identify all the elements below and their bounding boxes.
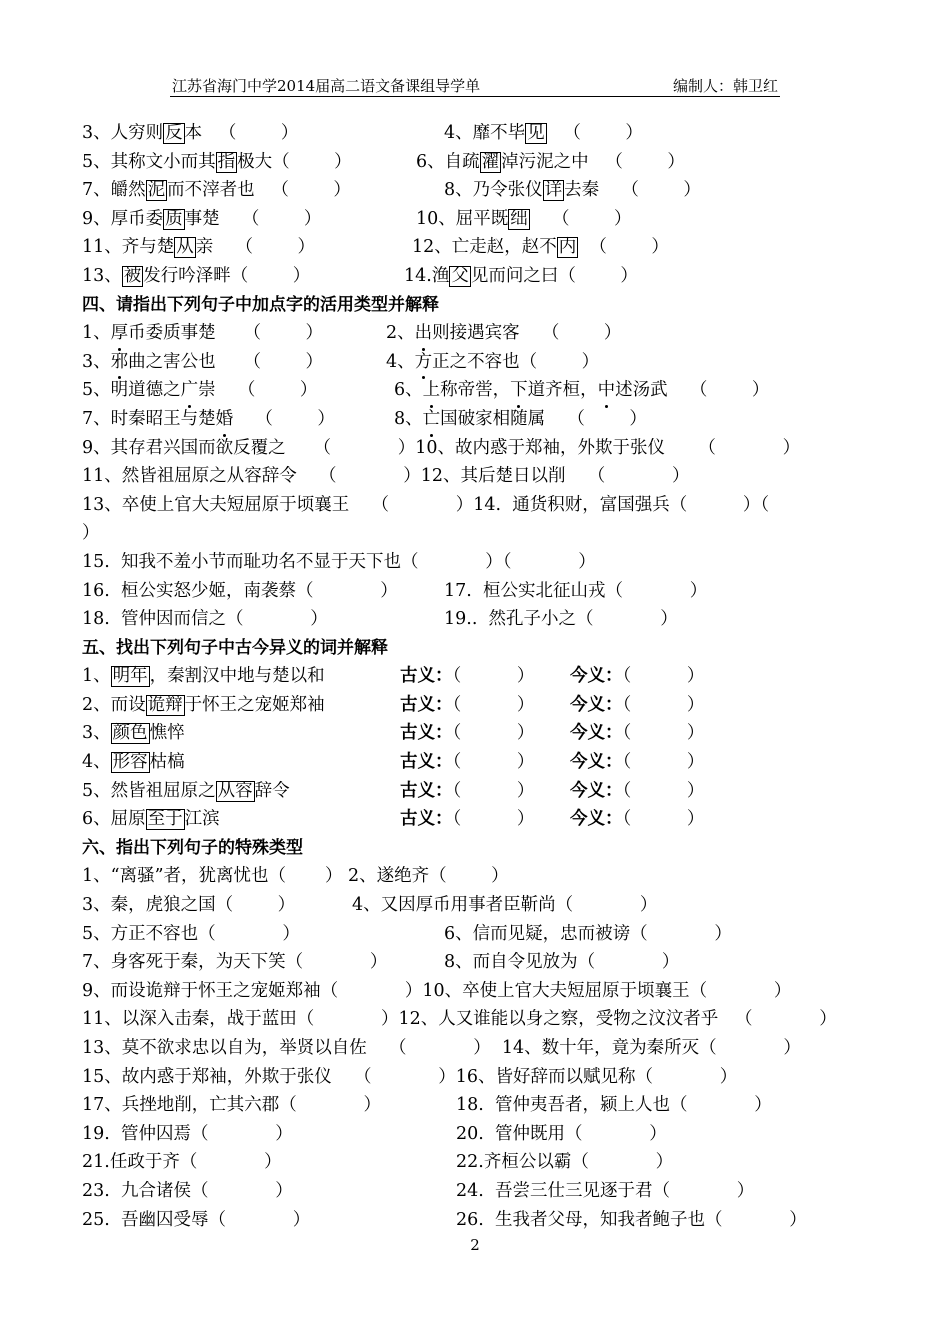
boxed-word: 详 [544,180,563,201]
question-item [82,434,800,463]
question-text: 见而问之曰（ ） [470,265,638,286]
question-text: 9、厚币委 [82,208,164,229]
ancient-meaning-label: 古义： [400,666,453,687]
question-text: 4、 [386,351,415,372]
modern-meaning-label: 今义： [570,694,623,715]
question-item [82,1206,310,1235]
question-item [456,1091,772,1120]
question-text: 7、时秦昭王与楚 [82,408,216,429]
question-item [444,577,707,606]
answer-blank: （ ） [622,723,705,744]
question-text: 5、明道德之 [82,380,181,401]
question-line [82,119,872,148]
question-text: 则接遇宾客 （ ） [432,323,622,344]
question-text: 10、屈平既 [416,208,509,229]
question-line [82,548,872,577]
question-text: （ ） [578,237,669,258]
question-item [82,376,317,405]
question-text: 6、屈原 [82,809,146,830]
dotted-char: 厚 [111,319,129,348]
section-4-list [82,319,872,634]
question-line [82,1091,872,1120]
question-text: 3、秦，虎狼之国（ ） [82,895,296,916]
question-text: 1、“离骚”者，犹离忧也（ ） 2、遂绝齐（ ） [82,866,509,887]
section-5-title: 五、找出下列句子中古今异义的词并解释 [82,637,388,658]
boxed-word: 泥 [147,180,166,201]
question-item [386,319,621,348]
question-text: 23. 九合诸侯（ ） [82,1180,293,1201]
question-item [82,748,185,777]
question-item [444,948,679,977]
question-text: 3、人穷则 [82,123,164,143]
dotted-char: 出 [415,319,433,348]
question-text: 江滨 [184,809,220,830]
ancient-meaning [400,662,534,691]
question-item [444,920,732,949]
boxed-word: 见 [527,123,545,143]
question-text: （ ） [546,123,643,143]
question-item [82,491,769,520]
question-text: 亲 （ ） [195,237,316,258]
question-text: 7、身客死于秦，为天下笑（ ） [82,952,388,973]
question-line [82,176,872,205]
question-text: 崇 （ ） [198,380,318,401]
question-text: 道齐桓， [527,380,598,401]
question-text: 18. 管仲夷吾者，颍上人也（ ） [456,1095,772,1116]
question-item [82,805,220,834]
question-text: 曲之害公也 （ ） [128,351,323,372]
question-text: 8、乃令张仪 [444,180,543,201]
question-text: 8、而自令见放为（ ） [444,952,680,973]
question-text: 枯槁 [149,752,185,773]
question-text: 淖污泥之中 （ ） [501,151,685,172]
question-item [416,205,632,234]
question-text: 8、 [394,408,423,429]
question-text: 去秦 （ ） [564,180,701,201]
answer-blank: （ ） [452,666,535,687]
modern-meaning [570,662,704,691]
boxed-word: 明年 [112,666,148,687]
question-text: 5、其称文小而其 [82,151,216,172]
question-text: 16. 桓公实怒少姬，南袭蔡（ ） [82,580,398,601]
question-text: 15. 知我不羞小节而耻功名不显于天下也（ ）（ ） [82,551,596,572]
question-text: 4、又因厚币用事者臣靳尚（ ） [352,895,658,916]
answer-blank: （ ） [452,723,535,744]
question-line [82,348,872,377]
answer-blank: （ ） [622,666,705,687]
question-text: 6、 [394,380,423,401]
answer-blank: （ ） [622,694,705,715]
question-item [352,891,657,920]
question-item [394,405,647,434]
question-text: 17. 桓公实北征山戎（ ） [444,580,708,601]
question-item [82,1148,282,1177]
question-text: 9、其存君兴国而欲反覆之 （ ）10、故内惑于郑袖，外欺于张仪 （ ） [82,437,801,458]
question-item [82,719,185,748]
section-3-list [82,119,872,291]
question-line [82,233,872,262]
question-text: 于怀王之宠姬郑袖 [184,694,325,715]
question-line [82,262,872,291]
question-line [82,805,872,834]
question-item [444,176,701,205]
question-text: 本 （ ） [184,123,299,143]
question-text: 19. 管仲囚焉（ ） [82,1123,293,1144]
ancient-meaning [400,691,534,720]
question-text: 21.任政于齐（ ） [82,1152,282,1173]
question-text: 2、而设 [82,694,146,715]
boxed-word: 诡辩 [147,694,183,715]
question-line [82,491,872,520]
question-item [404,262,638,291]
question-item [82,548,596,577]
question-item [444,119,643,148]
boxed-word: 被 [123,265,142,286]
header-school-title: 江苏省海门中学2014届高二语文备课组导学单 [172,77,481,95]
question-line [82,1005,872,1034]
question-text: 12、亡走赵，赵不 [412,237,557,258]
question-item [386,348,599,377]
question-line [82,719,872,748]
question-line [82,148,872,177]
question-item [82,977,791,1006]
question-item [412,233,669,262]
question-item [82,1063,737,1092]
question-item [82,1005,837,1034]
ancient-meaning-label: 古义： [400,809,453,830]
question-item [82,405,335,434]
dotted-char: 上 [423,376,441,405]
boxed-word: 内 [558,237,577,258]
question-item [82,1177,293,1206]
section-4-title: 四、请指出下列句子中加点字的活用类型并解释 [82,294,439,315]
ancient-meaning-label: 古义： [400,694,453,715]
question-text: 6、信而见疑，忠而被谤（ ） [444,923,732,944]
question-line [82,920,872,949]
question-item [82,233,315,262]
question-item [82,348,323,377]
question-item [82,319,323,348]
question-item [82,862,509,891]
question-text: 15、故内惑于郑袖，外欺于张仪 （ ）16、皆好辞而以赋见称（ ） [82,1066,738,1087]
dotted-char: 下 [510,376,528,405]
question-item [456,1177,754,1206]
modern-meaning [570,805,704,834]
question-text: 14.渔 [404,265,450,286]
boxed-word: 绌 [510,208,528,229]
question-text: （ ） [233,408,335,429]
question-line [82,1034,872,1063]
question-text: 26. 生我者父母，知我者鲍子也（ ） [456,1209,807,1230]
question-text: 18. 管仲因而信之（ ） [82,609,328,630]
question-item [82,1034,801,1063]
question-item [82,1091,381,1120]
question-text: 4、靡不毕 [444,123,526,143]
question-item [82,262,310,291]
question-text: 11、以深入击秦，战于蓝田（ ）12、人又谁能以身之察，受物之汶汶者乎 （ ） [82,1009,837,1030]
dotted-char: 方 [415,348,433,377]
page-header [170,76,780,97]
question-line [82,862,872,891]
question-text: 5、方正不容也（ ） [82,923,300,944]
question-text: 13、卒使上官大夫短屈原于顷襄王 （ ）14. 通货积财，富国强兵（ ）（ [82,494,770,515]
modern-meaning-label: 今义： [570,809,623,830]
boxed-word: 从容 [217,780,253,801]
question-text: 币委质事楚 （ ） [128,323,323,344]
question-text: 6、自疏 [416,151,480,172]
dotted-char: 广 [181,376,199,405]
question-item [82,519,100,548]
modern-meaning [570,691,704,720]
modern-meaning [570,719,704,748]
question-item [82,777,290,806]
modern-meaning-label: 今义： [570,780,623,801]
question-item [456,1120,667,1149]
question-line [82,462,872,491]
question-line [82,1206,872,1235]
question-text: ） [82,523,100,544]
question-text: 25. 吾幽囚受辱（ ） [82,1209,311,1230]
question-item [82,176,351,205]
answer-blank: （ ） [452,694,535,715]
boxed-word: 父 [451,265,469,286]
question-text: 而不滓者也 （ ） [167,180,351,201]
page-number: 2 [470,1236,480,1254]
boxed-word: 濯 [481,151,500,172]
ancient-meaning [400,777,534,806]
question-line [82,748,872,777]
question-text: 5、然皆祖屈原之 [82,780,216,801]
question-text: 事楚 （ ） [184,208,322,229]
question-text: 19.. 然孔子小之（ ） [444,609,678,630]
question-text: 3、 [82,351,111,372]
question-item [394,376,769,405]
boxed-word: 形容 [112,752,148,773]
question-line [82,434,872,463]
answer-blank: （ ） [452,780,535,801]
question-item [82,605,328,634]
dotted-char: 中 [598,376,616,405]
question-line [82,891,872,920]
question-item [444,605,678,634]
question-line [82,977,872,1006]
question-item [82,462,690,491]
modern-meaning-label: 今义： [570,752,623,773]
question-line [82,777,872,806]
modern-meaning [570,777,704,806]
question-line [82,376,872,405]
question-item [82,148,352,177]
boxed-word: 从 [176,237,194,258]
question-item [82,920,300,949]
question-text: 发行吟泽畔（ ） [143,265,311,286]
answer-blank: （ ） [452,752,535,773]
question-text: 正之不容也（ ） [432,351,600,372]
question-text: 憔悴 [149,723,185,744]
question-text: 1、 [82,323,111,344]
question-line [82,319,872,348]
question-text: ，秦割汉中地与楚以和 [149,666,325,687]
modern-meaning [570,748,704,777]
dotted-char: 婚 [216,405,234,434]
answer-blank: （ ） [622,752,705,773]
question-text: 9、而设诡辩于怀王之宠姬郑袖（ ）10、卒使上官大夫短屈原于顷襄王（ ） [82,980,792,1001]
ancient-meaning [400,748,534,777]
question-text: 3、 [82,723,111,744]
question-line [82,1148,872,1177]
question-text: 述汤武 （ ） [615,380,770,401]
question-line [82,519,872,548]
question-text: 24. 吾尝三仕三见逐于君（ ） [456,1180,755,1201]
ancient-meaning-label: 古义： [400,752,453,773]
modern-meaning-label: 今义： [570,723,623,744]
question-text: 称帝喾， [440,380,511,401]
section-6-list [82,862,872,1234]
boxed-word: 质 [165,208,183,229]
section-5-list [82,662,872,834]
ancient-meaning [400,805,534,834]
question-item [82,891,295,920]
question-text: 11、然皆祖屈原之从容辞令 （ ）12、其后楚日以削 （ ） [82,466,690,487]
question-item [82,119,298,148]
section-6-title: 六、指出下列句子的特殊类型 [82,837,303,858]
question-line [82,1120,872,1149]
question-item [456,1148,673,1177]
question-text: 13、 [82,265,122,286]
question-text: 1、 [82,666,111,687]
question-line [82,605,872,634]
ancient-meaning-label: 古义： [400,723,453,744]
boxed-word: 颜色 [112,723,148,744]
ancient-meaning-label: 古义： [400,780,453,801]
question-item [82,662,325,691]
question-line [82,205,872,234]
answer-blank: （ ） [452,809,535,830]
ancient-meaning [400,719,534,748]
question-line [82,691,872,720]
question-text: （ ） [529,208,632,229]
question-item [82,205,321,234]
boxed-word: 至于 [147,809,183,830]
question-text: 20. 管仲既用（ ） [456,1123,667,1144]
question-text: 2、 [386,323,415,344]
question-line [82,405,872,434]
dotted-char: 邪 [111,348,129,377]
question-item [82,1120,293,1149]
question-line [82,948,872,977]
question-item [456,1206,807,1235]
question-item [82,577,398,606]
question-text: 极大（ ） [237,151,352,172]
question-line [82,1177,872,1206]
question-text: 22.齐桓公以霸（ ） [456,1152,674,1173]
answer-blank: （ ） [622,809,705,830]
boxed-word: 反 [165,123,183,143]
question-text: 17、兵挫地削，亡其六郡（ ） [82,1095,382,1116]
question-text: 7、皭然 [82,180,146,201]
question-text: 国破家相随属 （ ） [440,408,647,429]
modern-meaning-label: 今义： [570,666,623,687]
dotted-char: 亡 [423,405,441,434]
question-text: 4、 [82,752,111,773]
question-line [82,577,872,606]
question-text: 辞令 [254,780,290,801]
question-text: 13、莫不欲求忠以自为，举贤以自佐 （ ） 14、数十年，竟为秦所灭（ ） [82,1038,801,1058]
question-line [82,1063,872,1092]
question-item [82,691,325,720]
worksheet-content [82,119,872,1234]
header-editor: 编制人：韩卫红 [672,77,778,95]
answer-blank: （ ） [622,780,705,801]
question-line [82,662,872,691]
question-item [416,148,685,177]
question-text: 11、齐与楚 [82,237,175,258]
boxed-word: 指 [217,151,236,172]
question-item [82,948,387,977]
